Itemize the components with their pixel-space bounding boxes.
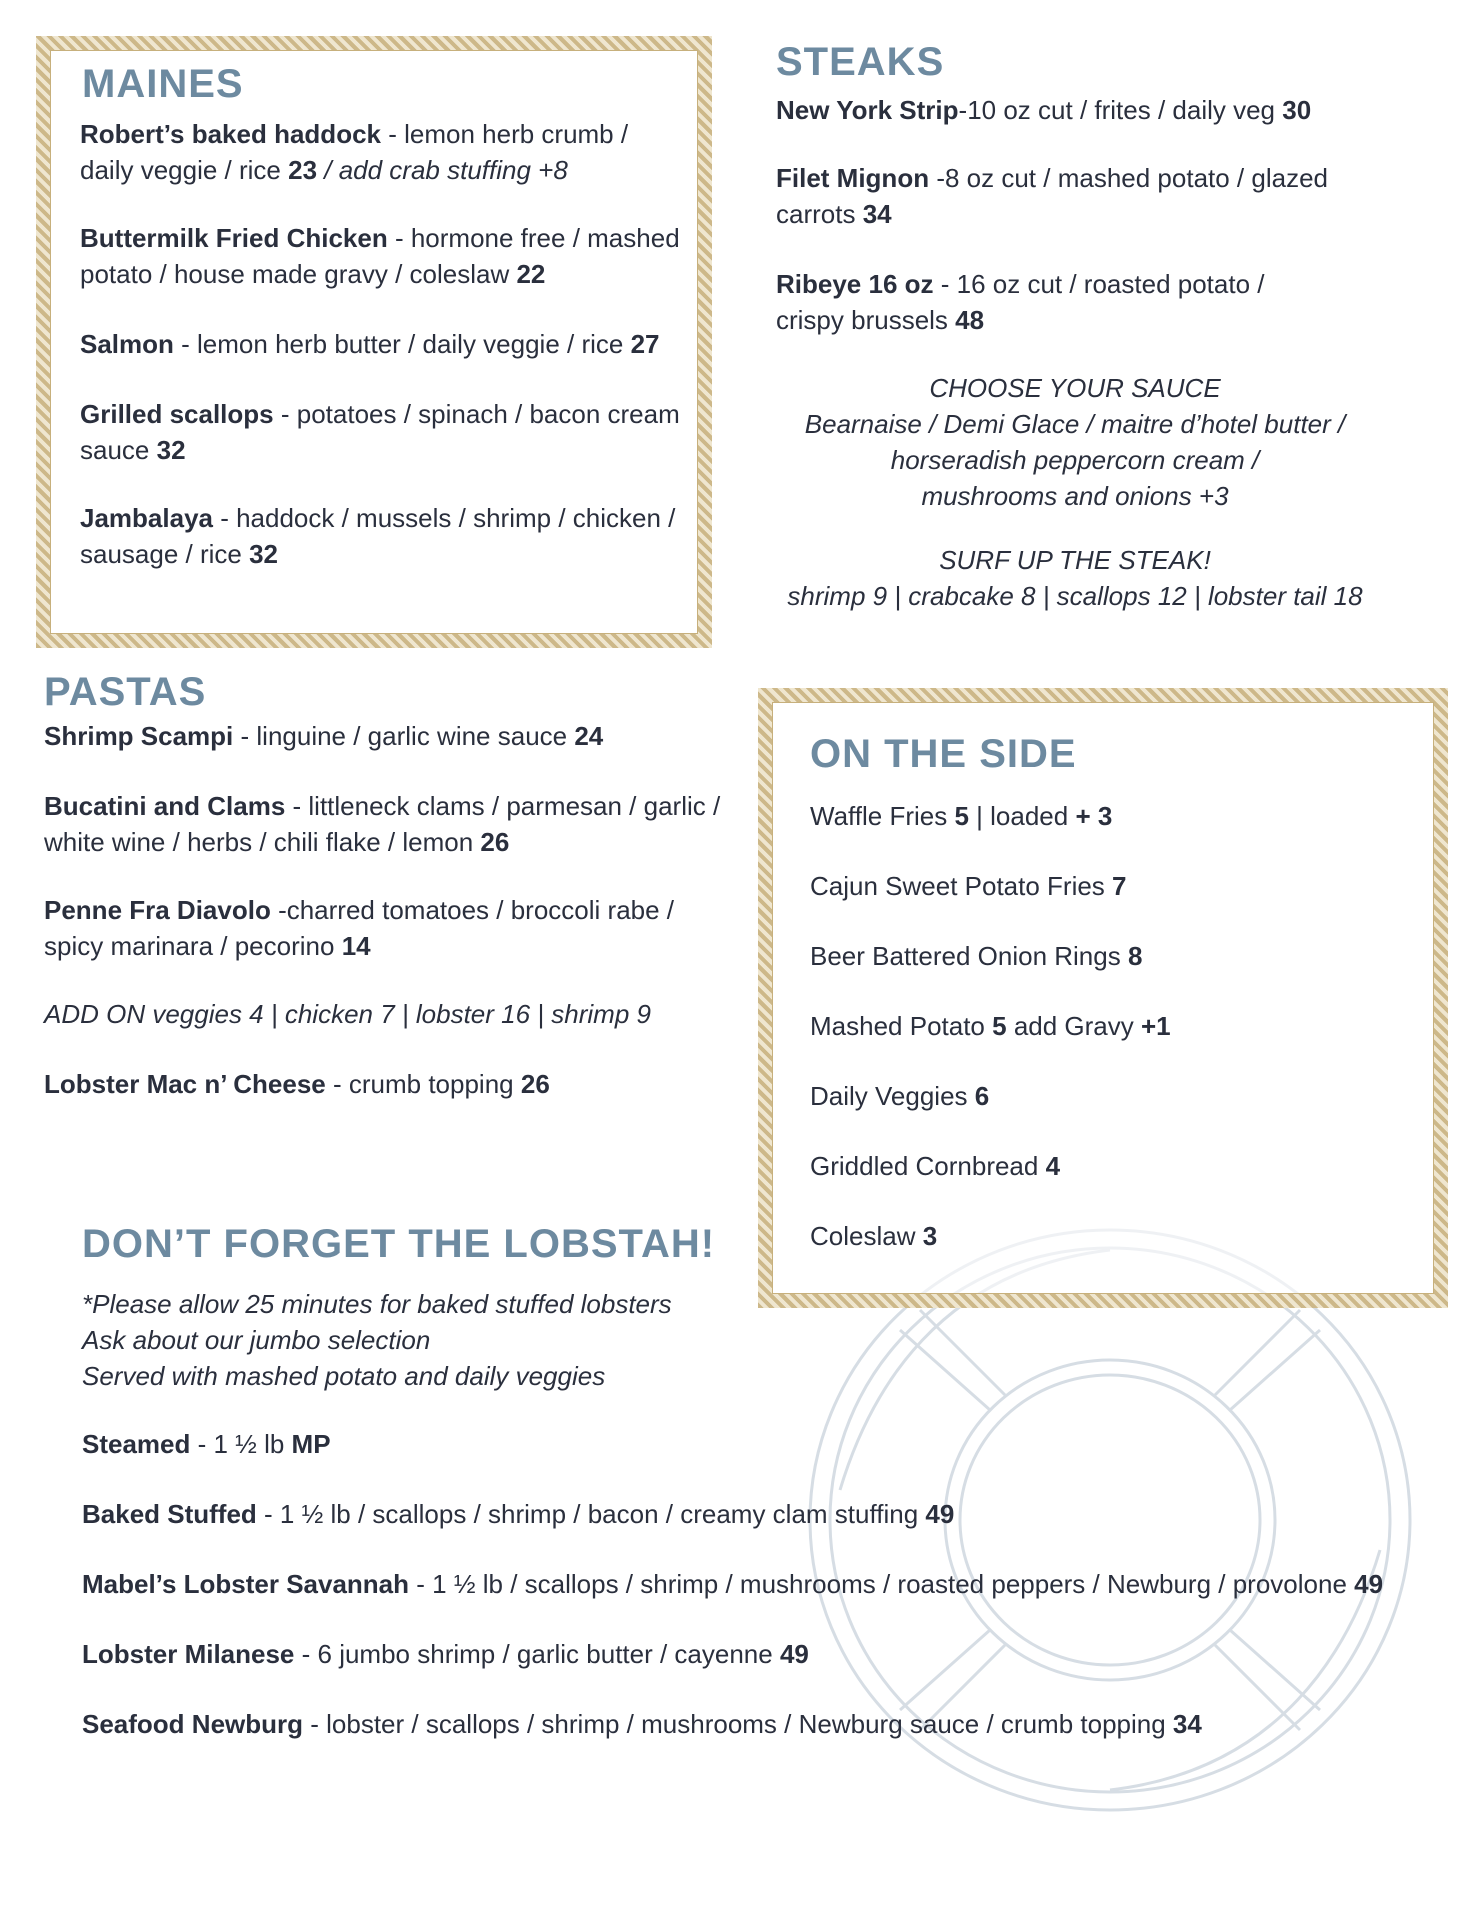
sauce-line: horseradish peppercorn cream / [890, 445, 1260, 475]
menu-item: Shrimp Scampi - linguine / garlic wine sauce 24 [44, 721, 604, 751]
surf-line: shrimp 9 | crabcake 8 | scallops 12 | lobster tail 18 [787, 581, 1363, 611]
menu-item: Steamed - 1 ½ lb MP [82, 1429, 331, 1459]
sauce-line: Bearnaise / Demi Glace / maitre d’hotel butter / [804, 409, 1346, 439]
menu-item: Baked Stuffed - 1 ½ lb / scallops / shrimp / bacon / creamy clam stuffing 49 [82, 1499, 955, 1529]
pasta-add-on: ADD ON veggies 4 | chicken 7 | lobster 16 | shrimp 9 [44, 999, 651, 1029]
side-item: Beer Battered Onion Rings 8 [810, 941, 1143, 971]
menu-item: Penne Fra Diavolo -charred tomatoes / broccoli rabe / spicy marinara / pecorino 14 [44, 895, 675, 961]
menu-item: Salmon - lemon herb butter / daily veggie / rice 27 [80, 329, 660, 359]
menu-item: Ribeye 16 oz - 16 oz cut / roasted potato / crispy brussels 48 [776, 269, 1265, 335]
menu-item: Robert’s baked haddock - lemon herb crumb / daily veggie / rice 23 / add crab stuffing +8 [80, 119, 629, 185]
sides-frame [758, 688, 1448, 1308]
menu-item: Grilled scallops - potatoes / spinach / bacon cream sauce 32 [80, 399, 680, 465]
menu-item: Jambalaya - haddock / mussels / shrimp / chicken / sausage / rice 32 [80, 503, 676, 569]
steaks-heading: STEAKS [776, 40, 945, 84]
side-item: Coleslaw 3 [810, 1221, 938, 1251]
side-item: Daily Veggies 6 [810, 1081, 990, 1111]
sides-heading: ON THE SIDE [810, 732, 1077, 776]
sauce-section [760, 370, 1390, 514]
menu-item: Bucatini and Clams - littleneck clams / parmesan / garlic / white wine / herbs / chili flake / lemon 26 [44, 791, 721, 857]
surf-title: SURF UP THE STEAK! [939, 545, 1211, 575]
pastas-heading: PASTAS [44, 670, 207, 714]
add-on-note: / add crab stuffing +8 [317, 155, 568, 185]
lobstah-note: *Please allow 25 minutes for baked stuffed lobsters [82, 1289, 672, 1319]
surf-section [760, 542, 1390, 614]
side-item: Waffle Fries 5 | loaded + 3 [810, 801, 1113, 831]
side-item: Cajun Sweet Potato Fries 7 [810, 871, 1127, 901]
menu-item: Filet Mignon -8 oz cut / mashed potato / glazed carrots 34 [776, 163, 1328, 229]
lobstah-notes [82, 1286, 782, 1394]
menu-item: Mabel’s Lobster Savannah - 1 ½ lb / scallops / shrimp / mushrooms / roasted peppers / Newburg / provolone 49 [82, 1569, 1384, 1599]
sauce-title: CHOOSE YOUR SAUCE [929, 373, 1221, 403]
side-item: Mashed Potato 5 add Gravy +1 [810, 1011, 1171, 1041]
menu-item: Buttermilk Fried Chicken - hormone free / mashed potato / house made gravy / coleslaw 22 [80, 223, 680, 289]
menu-item: New York Strip-10 oz cut / frites / daily veg 30 [776, 95, 1312, 125]
sauce-line: mushrooms and onions +3 [921, 481, 1229, 511]
lobstah-heading: DON’T FORGET THE LOBSTAH! [82, 1222, 716, 1266]
menu-item: Lobster Mac n’ Cheese - crumb topping 26 [44, 1069, 550, 1099]
side-item: Griddled Cornbread 4 [810, 1151, 1061, 1181]
lobstah-note: Served with mashed potato and daily veggies [82, 1361, 606, 1391]
maines-heading: MAINES [82, 62, 244, 106]
lobstah-note: Ask about our jumbo selection [82, 1325, 431, 1355]
menu-item: Seafood Newburg - lobster / scallops / shrimp / mushrooms / Newburg sauce / crumb topping 34 [82, 1709, 1202, 1739]
menu-item: Lobster Milanese - 6 jumbo shrimp / garlic butter / cayenne 49 [82, 1639, 809, 1669]
